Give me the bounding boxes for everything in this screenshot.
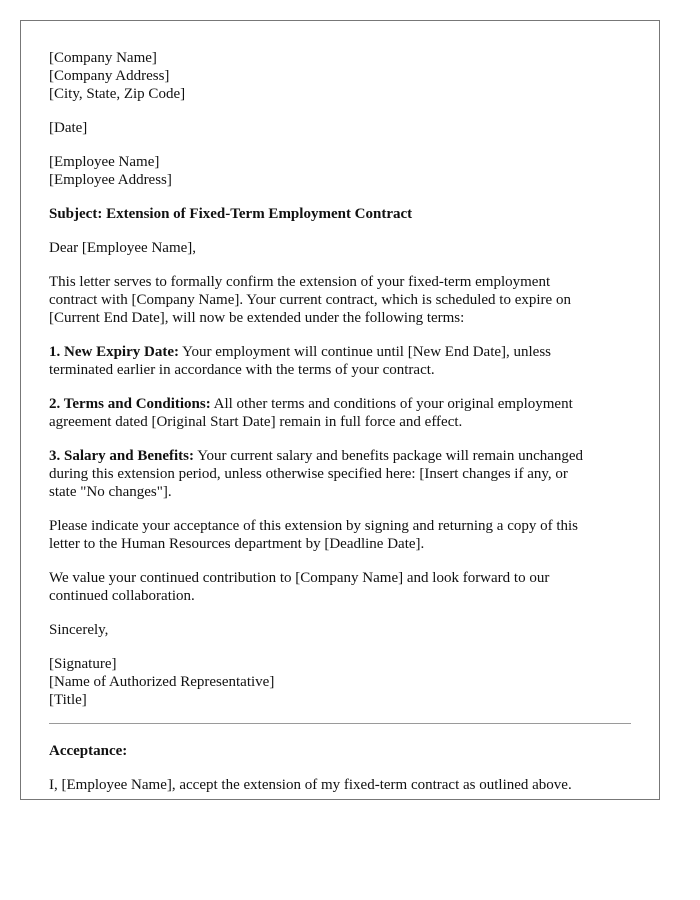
- intro-line: This letter serves to formally confirm the extension of your fixed-term employment: [49, 274, 551, 290]
- subject-block: [49, 205, 631, 223]
- intro-paragraph: [49, 273, 631, 327]
- date-block: [49, 119, 631, 137]
- signature-block: [49, 655, 631, 709]
- closing-paragraph-line: continued collaboration.: [49, 588, 195, 604]
- term-line: state "No changes"].: [49, 484, 172, 500]
- term-heading: 1. New Expiry Date:: [49, 344, 179, 360]
- term-line: [49, 447, 631, 465]
- acceptance-heading-block: [49, 742, 631, 760]
- acceptance-request-paragraph: [49, 517, 631, 553]
- recipient-address: [Employee Address]: [49, 172, 172, 188]
- section-divider: [49, 723, 631, 724]
- term-salary-and-benefits: [49, 447, 631, 501]
- term-text: All other terms and conditions of your original employment: [210, 396, 573, 412]
- intro-line: contract with [Company Name]. Your current contract, which is scheduled to expire on: [49, 292, 571, 308]
- closing-block: [49, 621, 631, 639]
- sender-company-address: [Company Address]: [49, 68, 170, 84]
- term-line: agreement dated [Original Start Date] remain in full force and effect.: [49, 414, 463, 430]
- term-line: [49, 395, 631, 413]
- recipient-name: [Employee Name]: [49, 154, 160, 170]
- term-terms-and-conditions: [49, 395, 631, 431]
- closing-paragraph: [49, 569, 631, 605]
- term-line: during this extension period, unless otherwise specified here: [Insert changes if any, or: [49, 466, 568, 482]
- letter-page: [20, 20, 660, 800]
- acceptance-heading: Acceptance:: [49, 743, 128, 759]
- signature-placeholder: [Signature]: [49, 656, 117, 672]
- salutation-block: [49, 239, 631, 257]
- term-text: Your current salary and benefits package will remain unchanged: [194, 448, 584, 464]
- acceptance-request-line: letter to the Human Resources department by [Deadline Date].: [49, 536, 425, 552]
- salutation: Dear [Employee Name],: [49, 240, 197, 256]
- intro-line: [Current End Date], will now be extended under the following terms:: [49, 310, 465, 326]
- term-heading: 2. Terms and Conditions:: [49, 396, 211, 412]
- representative-name: [Name of Authorized Representative]: [49, 674, 275, 690]
- sender-company-name: [Company Name]: [49, 50, 157, 66]
- acceptance-request-line: Please indicate your acceptance of this extension by signing and returning a copy of this: [49, 518, 579, 534]
- letter-date: [Date]: [49, 120, 88, 136]
- acceptance-statement-block: [49, 776, 631, 794]
- sender-block: [49, 49, 631, 103]
- acceptance-statement: I, [Employee Name], accept the extension of my fixed-term contract as outlined above.: [49, 777, 572, 793]
- term-heading: 3. Salary and Benefits:: [49, 448, 195, 464]
- subject-line: Subject: Extension of Fixed-Term Employment Contract: [49, 206, 413, 222]
- term-line: terminated earlier in accordance with the terms of your contract.: [49, 362, 435, 378]
- closing: Sincerely,: [49, 622, 109, 638]
- recipient-block: [49, 153, 631, 189]
- closing-paragraph-line: We value your continued contribution to [Company Name] and look forward to our: [49, 570, 550, 586]
- sender-city-state-zip: [City, State, Zip Code]: [49, 86, 186, 102]
- term-text: Your employment will continue until [New End Date], unless: [178, 344, 552, 360]
- term-line: [49, 343, 631, 361]
- representative-title: [Title]: [49, 692, 87, 708]
- term-new-expiry-date: [49, 343, 631, 379]
